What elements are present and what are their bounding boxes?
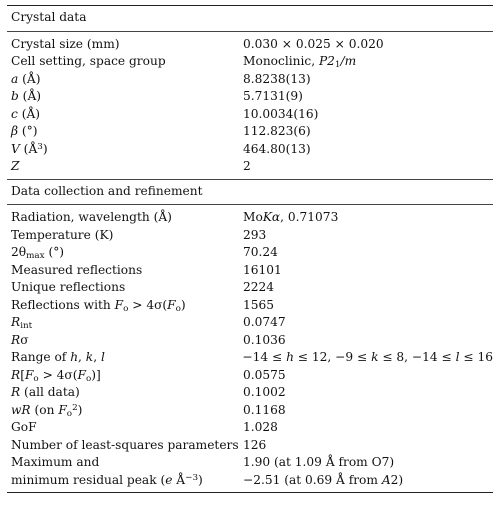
row-value: 112.823(6) — [243, 124, 311, 138]
table-row — [7, 88, 493, 106]
row-label: Rσ — [11, 332, 29, 347]
row-label: Measured reflections — [11, 262, 143, 277]
row-label: $2\theta_{max}$ (°) — [11, 245, 65, 261]
row-label: Radiation, wavelength (Å) — [11, 210, 172, 224]
table-row — [7, 297, 493, 315]
row-label: b (Å) — [11, 89, 41, 103]
row-value: 10.0034(16) — [243, 106, 319, 121]
table-row — [7, 367, 493, 385]
row-value: 5.7131(9) — [243, 89, 303, 103]
table-row — [7, 349, 493, 367]
row-value: 0.1036 — [243, 332, 286, 347]
table-row — [7, 36, 493, 54]
row-label: Crystal size (mm) — [11, 36, 120, 51]
table-row — [7, 262, 493, 280]
row-label: Maximum and minimum residual peak (e $Å^{-3}$) — [11, 455, 203, 487]
row-label: Number of least-squares parameters — [11, 437, 239, 452]
row-label: Temperature (K) — [11, 227, 114, 242]
row-value: −14 ≤ h ≤ 12, −9 ≤ k ≤ 8, −14 ≤ l ≤ 16 — [242, 350, 493, 364]
row-label: Unique reflections — [11, 280, 126, 294]
table-row — [7, 402, 493, 420]
row-label: Reflections with $F_o > 4\sigma(F_o)$ — [11, 297, 186, 314]
row-value: 1.90 (at 1.09 Å from O7) −2.51 (at 0.69 Å from A2) — [243, 455, 404, 487]
row-label: c (Å) — [11, 106, 41, 121]
row-label: β (°) — [11, 124, 38, 138]
table-row — [7, 332, 493, 350]
row-value: 0.0575 — [243, 367, 286, 382]
crystal-data-table — [7, 5, 493, 493]
row-label: V $(Å^3)$ — [11, 141, 48, 156]
row-value: Monoclinic, $P2_1/m$ — [243, 54, 357, 70]
row-label: Range of h, k, l — [11, 350, 105, 364]
row-value: MoKα, 0.71073 — [243, 210, 339, 224]
row-label: a (Å) — [11, 71, 41, 86]
table-row — [7, 437, 493, 455]
row-value: 0.1002 — [243, 385, 286, 399]
table-row — [7, 53, 493, 71]
row-value: 0.0747 — [243, 315, 286, 329]
table-row — [7, 141, 493, 159]
row-value: 293 — [243, 227, 267, 242]
row-label: $R_{int}$ — [11, 315, 33, 331]
table-row-residual-peak — [7, 454, 493, 489]
row-value: 126 — [243, 437, 267, 452]
table-row — [7, 314, 493, 332]
table-row — [7, 384, 493, 402]
table-row — [7, 106, 493, 124]
row-value: 0.1168 — [243, 402, 286, 417]
row-label: GoF — [11, 420, 37, 434]
row-value: 8.8238(13) — [243, 71, 311, 86]
row-label: $R[F_o > 4\sigma(F_o)]$ — [11, 367, 101, 384]
row-value: 1.028 — [243, 420, 278, 434]
table-row — [7, 71, 493, 89]
row-value: 1565 — [243, 297, 275, 312]
row-value: 2 — [243, 159, 251, 173]
table-row — [7, 279, 493, 297]
data-collection-rows — [7, 205, 493, 492]
row-label: wR (on $F_o^2$) — [11, 402, 83, 419]
table-row — [7, 209, 493, 227]
table-row — [7, 419, 493, 437]
section-heading-crystal-data: Crystal data — [11, 10, 87, 24]
row-value: 2224 — [243, 280, 275, 294]
row-label: R (all data) — [11, 385, 80, 399]
table-row — [7, 227, 493, 245]
table-row — [7, 123, 493, 141]
row-label: Cell setting, space group — [11, 54, 166, 68]
section-heading-data-collection: Data collection and refinement — [11, 183, 203, 198]
crystal-data-rows — [7, 32, 493, 179]
row-value: 16101 — [243, 262, 282, 277]
row-label: Z — [11, 159, 20, 173]
bottom-rule — [7, 492, 493, 493]
row-value: 0.030 × 0.025 × 0.020 — [243, 36, 384, 51]
row-value: 70.24 — [243, 245, 278, 259]
row-value: 464.80(13) — [243, 141, 311, 156]
table-row — [7, 244, 493, 262]
table-row — [7, 158, 493, 176]
